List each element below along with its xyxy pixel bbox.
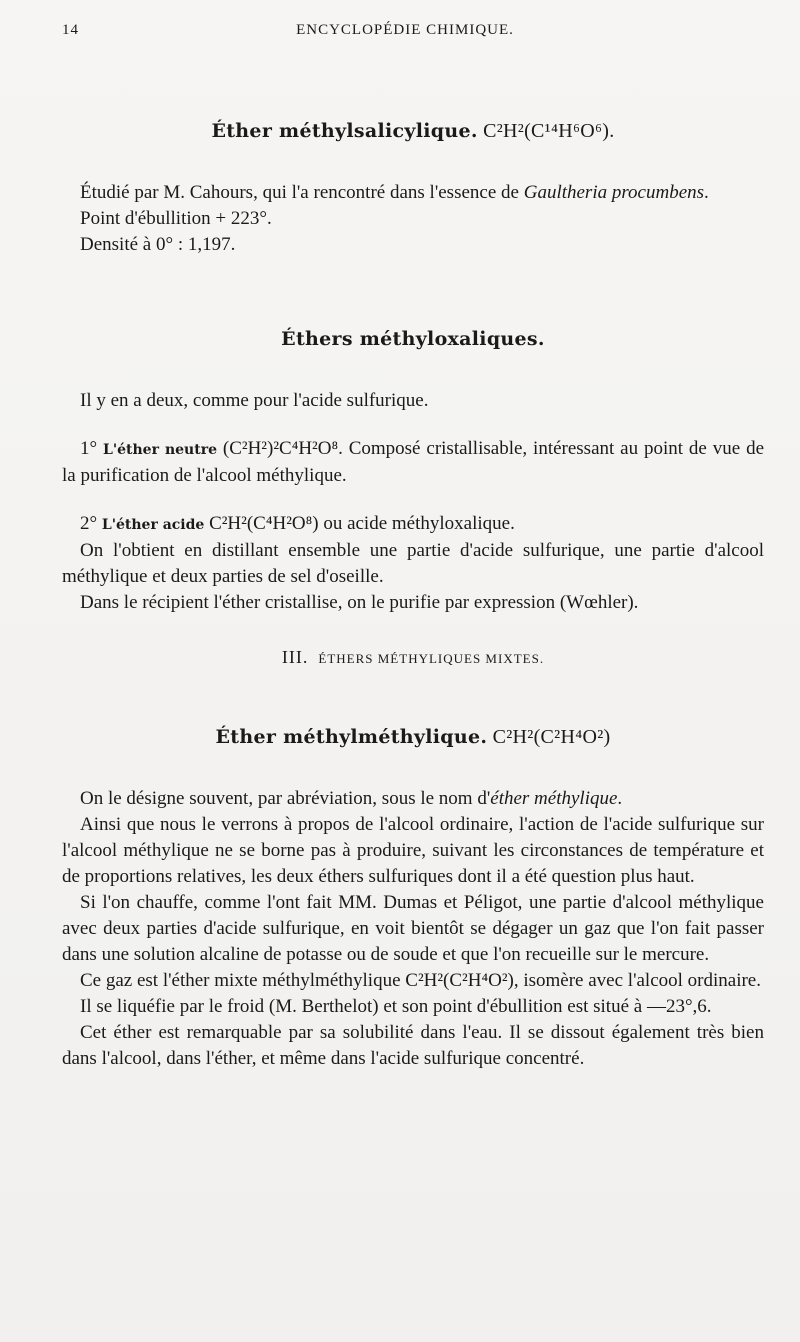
page-content	[62, 100, 764, 1072]
item-label: L'éther acide	[101, 517, 205, 533]
heading-methylsalicylique	[62, 118, 764, 144]
heading-methyloxaliques	[62, 326, 764, 352]
paragraph: Étudié par M. Cahours, qui l'a rencontré dans l'essence de Gaultheria procumbens.	[80, 182, 709, 203]
list-item: 1° L'éther neutre (C²H²)²C⁴H²O⁸. Composé cristallisable, intéressant au point de vue de la purification de l'alcool méthylique.	[62, 438, 765, 486]
page-header	[62, 22, 748, 46]
paragraph: Dans le récipient l'éther cristallise, on le purifie par expression (Wœhler).	[80, 592, 639, 613]
heading-methylmethylique	[62, 724, 764, 750]
heading-formula: C²H²(C¹⁴H⁶O⁶).	[483, 120, 615, 142]
paragraph: Si l'on chauffe, comme l'ont fait MM. Dumas et Péligot, une partie d'alcool méthylique avec deux parties d'acide sulfurique, en voit bientôt se dégager un gaz que l'on fait passer dans une solution alcaline de potasse ou de soude et que l'on recueille sur le mercure.	[62, 892, 764, 965]
paragraph: Densité à 0° : 1,197.	[80, 234, 236, 255]
paragraph: Point d'ébullition + 223°.	[80, 208, 272, 229]
section-title	[62, 644, 764, 672]
heading-title: Éther méthylsalicylique.	[211, 120, 478, 142]
italic-term: éther méthylique	[490, 788, 618, 809]
heading-title: Éthers méthyloxaliques.	[281, 328, 545, 350]
section-label: ÉTHERS MÉTHYLIQUES MIXTES.	[318, 651, 545, 666]
list-item: 2° L'éther acide C²H²(C⁴H²O⁸) ou acide méthyloxalique.	[80, 513, 515, 534]
page-number: 14	[62, 22, 79, 38]
item-label: L'éther neutre	[103, 442, 217, 458]
running-head: ENCYCLOPÉDIE CHIMIQUE.	[296, 22, 514, 38]
heading-title: Éther méthylméthylique.	[215, 726, 488, 748]
italic-term: Gaultheria procumbens	[523, 182, 705, 203]
paragraph: Ainsi que nous le verrons à propos de l'alcool ordinaire, l'action de l'acide sulfurique sur l'alcool méthylique ne se borne pas à produire, suivant les circonstances de température et de proportions relatives, les deux éthers sulfuriques dont il a été question plus haut.	[62, 814, 764, 887]
section-number: III.	[281, 647, 309, 667]
paragraph: Ce gaz est l'éther mixte méthylméthylique C²H²(C²H⁴O²), isomère avec l'alcool ordinaire.	[80, 970, 761, 991]
paragraph: On le désigne souvent, par abréviation, sous le nom d'éther méthylique.	[80, 788, 623, 809]
paragraph: On l'obtient en distillant ensemble une partie d'acide sulfurique, une partie d'alcool méthylique et deux parties de sel d'oseille.	[62, 540, 764, 587]
paragraph: Cet éther est remarquable par sa solubilité dans l'eau. Il se dissout également très bien dans l'alcool, dans l'éther, et même dans l'acide sulfurique concentré.	[62, 1022, 764, 1069]
heading-formula: C²H²(C²H⁴O²)	[492, 726, 611, 748]
paragraph: Il se liquéfie par le froid (M. Berthelot) et son point d'ébullition est situé à —23°,6.	[80, 996, 712, 1017]
paragraph: Il y en a deux, comme pour l'acide sulfurique.	[80, 390, 429, 411]
